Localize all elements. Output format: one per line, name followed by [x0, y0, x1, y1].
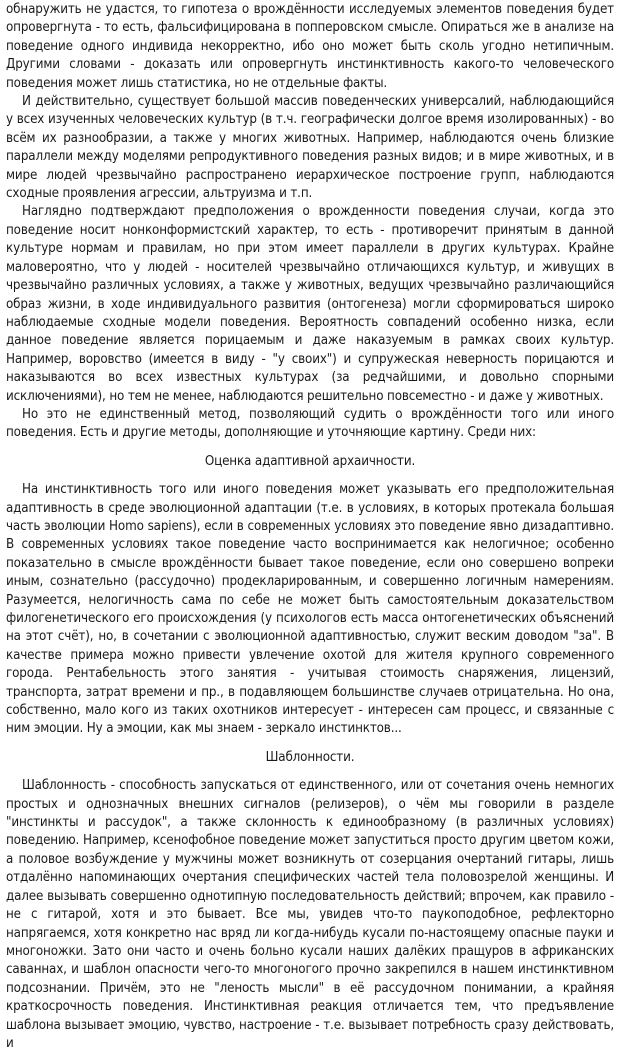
paragraph-2: И действительно, существует большой массив поведенческих универсалий, наблюдающийся у всех изученных человеческих культур (в т.ч. географически долгое время изолированных) - во всём их разнообразии, а также у многих животных. Например, наблюдаются очень близкие параллели между моделями репродуктивного поведения разных видов; и в мире животных, и в мире людей чрезвычайно распространено иерархическое построение групп, наблюдаются сходные проявления агрессии, альтруизма и т.п. [6, 94, 614, 202]
paragraph-6: Шаблонность - способность запускаться от единственного, или от сочетания очень немногих простых и однозначных внешних сигналов (релизеров), о чём мы говорили в разделе "инстинкты и рассудок", а также склонность к единообразному (в различных условиях) поведению. Например, ксенофобное поведение может запуститься просто другим цветом кожи, а половое возбуждение у мужчины может возникнуть от созерцания очертаний гитары, лишь отдалённо напоминающих очертания специфических частей тела половозрелой женщины. И далее вызывать совершенно однотипную последовательность действий; впрочем, как правило - не с гитарой, хотя и это бывает. Все мы, увидев что-то паукоподобное, рефлекторно напрягаемся, хотя конкретно нас вряд ли когда-нибудь кусали по-настоящему опасные пауки и многоножки. Зато они часто и очень больно кусали наших далёких пращуров в африканских саваннах, и шаблон опасности чего-то многоногого прочно закрепился в нашем инстинктивном подсознании. Причём, это не "леность мысли" в её рассудочном понимании, а крайняя краткосрочность поведения. Инстинктивная реакция отличается тем, что предъявление шаблона вызывает эмоцию, чувство, настроение - т.е. вызывает потребность сразу действовать, и [6, 778, 614, 1051]
paragraph-3: Наглядно подтверждают предположения о врожденности поведения случаи, когда это поведение носит нонконформистский характер, то есть - противоречит принятым в данной культуре нормам и правилам, но при этом имеет параллели в других культурах. Крайне маловероятно, что у людей - носителей чрезвычайно отличающихся культур, и живущих в чрезвычайно различных условиях, а также у животных, ведущих чрезвычайно различающийся образ жизни, в ходе индивидуального развития (онтогенеза) могли сформироваться широко наблюдаемые сходные модели поведения. Вероятность совпадений особенно низка, если данное поведение является порицаемым и даже наказуемым в рамках своих культур. Например, воровство (имеется в виду - "у своих") и супружеская неверность порицаются и наказываются во всех известных культурах (за редчайшими, и довольно спорными исключениями), но тем не менее, наблюдаются решительно повсеместно - и даже у животных. [6, 204, 614, 404]
paragraph-1: обнаружить не удастся, то гипотеза о врождённости исследуемых элементов поведения будет опровергнута - то есть, фальсифицирована в попперовском смысле. Опираться же в анализе на поведение одного индивида некорректно, ибо оно может быть сколь угодно нетипичным. Другими словами - доказать или опровергнуть инстинктивность какого-то человеческого поведения может лишь статистика, но не отдельные факты. [6, 2, 614, 91]
paragraph-4: Но это не единственный метод, позволяющий судить о врождённости того или иного поведения. Есть и другие методы, дополняющие и уточняющие картину. Среди них: [6, 406, 614, 441]
paragraph-5: На инстинктивность того или иного поведения может указывать его предположительная адаптивность в среде эволюционной адаптации (т.е. в условиях, в которых протекала большая часть эволюции Homo sapiens), если в современных условиях это поведение явно дизадаптивно. В современных условиях такое поведение часто воспринимается как нелогичное; особенно показательно в смысле врождённости бывает такое поведение, если оно совершено вопреки иным, сознательно (рассудочно) продекларированным, и совершенно логичным намерениям. Разумеется, нелогичность сама по себе не может быть самостоятельным доказательством филогенетического его происхождения (у психологов есть масса онтогенетических объяснений на этот счёт), но, в сочетании с эволюционной адаптивностью, служит веским доводом "за". В качестве примера можно привести увлечение охотой для жителя крупного современного города. Рентабельность этого занятия - учитывая стоимость снаряжения, лицензий, транспорта, затрат времени и пр., в подавляющем большинстве случаев отрицательна. Но она, собственно, мало кого из таких охотников интересует - интересен сам процесс, и связанные с ним эмоции. Ну а эмоции, как мы знаем - зеркало инстинктов... [6, 482, 614, 737]
section-heading-adaptive-archaicity: Оценка адаптивной архаичности. [204, 453, 416, 469]
section-heading-templates: Шаблонности. [265, 749, 355, 765]
